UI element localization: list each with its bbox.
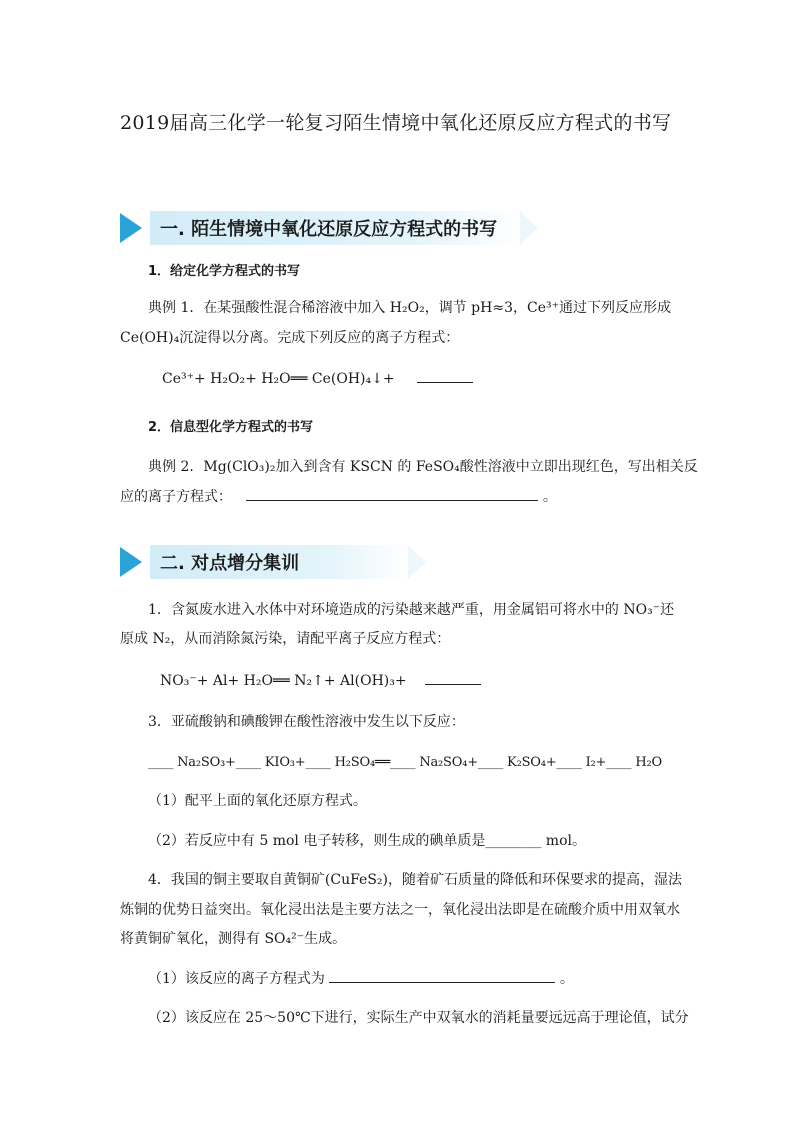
question-4-line-3: 将黄铜矿氧化，测得有 SO₄²⁻生成。 <box>120 931 347 947</box>
example-2-line-2 <box>120 486 557 507</box>
question-4-part-1 <box>148 968 574 989</box>
answer-blank[interactable] <box>417 368 473 383</box>
question-4-part-1-period: 。 <box>559 971 574 987</box>
question-1-equation <box>160 670 481 691</box>
answer-blank[interactable] <box>329 968 555 983</box>
example-1-line-2: Ce(OH)₄沉淀得以分离。完成下列反应的离子方程式： <box>120 330 460 346</box>
question-3-part-1: （1）配平上面的氧化还原方程式。 <box>148 793 367 809</box>
equation-text: NO₃⁻+ Al+ H₂O══ N₂↑+ Al(OH)₃+ <box>160 673 407 689</box>
question-3-intro: 3．亚硫酸钠和碘酸钾在酸性溶液中发生以下反应： <box>148 714 465 730</box>
question-3-part-2: （2）若反应中有 5 mol 电子转移，则生成的碘单质是________ mol。 <box>148 833 586 849</box>
question-4-part-1-prompt: （1）该反应的离子方程式为 <box>148 971 325 987</box>
example-2-line-1: 典例 2．Mg(ClO₃)₂加入到含有 KSCN 的 FeSO₄酸性溶液中立即出现红色，写出相关反 <box>148 459 698 475</box>
example-2-prompt: 应的离子方程式： <box>120 489 232 505</box>
banner-arrow-icon <box>120 213 142 243</box>
answer-blank[interactable] <box>246 486 538 501</box>
section-2-banner <box>120 545 430 579</box>
question-1-line-2: 原成 N₂，从而消除氮污染，请配平离子反应方程式： <box>120 631 451 647</box>
section-1-banner <box>120 211 530 245</box>
section-2-heading: 二. 对点增分集训 <box>160 553 300 574</box>
example-2-period: 。 <box>542 489 557 505</box>
question-3-equation: ____ Na₂SO₃+____ KIO₃+____ H₂SO₄══____ Na₂SO₄+____ K₂SO₄+____ I₂+____ H₂O <box>148 755 662 770</box>
section-1-heading: 一. 陌生情境中氧化还原反应方程式的书写 <box>160 219 498 240</box>
equation-text: Ce³⁺+ H₂O₂+ H₂O══ Ce(OH)₄↓+ <box>162 371 395 387</box>
question-4-line-2: 炼铜的优势日益突出。氧化浸出法是主要方法之一，氧化浸出法即是在硫酸介质中用双氧水 <box>120 902 680 918</box>
document-title: 2019届高三化学一轮复习陌生情境中氧化还原反应方程式的书写 <box>120 112 672 134</box>
question-4-part-2: （2）该反应在 25～50℃下进行，实际生产中双氧水的消耗量要远远高于理论值，试分 <box>148 1010 689 1026</box>
question-1-line-1: 1．含氮废水进入水体中对环境造成的污染越来越严重，用金属铝可将水中的 NO₃⁻还 <box>148 602 675 618</box>
example-1-equation <box>162 368 473 389</box>
example-1-line-1: 典例 1．在某强酸性混合稀溶液中加入 H₂O₂，调节 pH≈3，Ce³⁺通过下列反应形成 <box>148 300 671 316</box>
subheading-given-equation: 1．给定化学方程式的书写 <box>148 264 301 279</box>
answer-blank[interactable] <box>425 670 481 685</box>
banner-arrow-icon <box>120 547 142 577</box>
subheading-info-equation: 2．信息型化学方程式的书写 <box>148 420 314 435</box>
question-4-line-1: 4．我国的铜主要取自黄铜矿(CuFeS₂)，随着矿石质量的降低和环保要求的提高，湿法 <box>148 872 682 888</box>
